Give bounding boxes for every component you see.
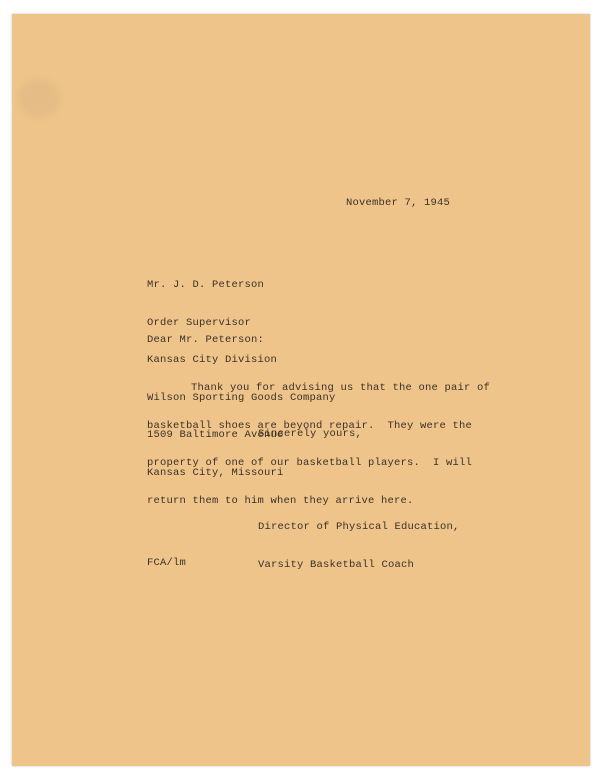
body-line: property of one of our basketball players. I will — [147, 457, 473, 469]
address-line: Wilson Sporting Goods Company — [147, 391, 336, 404]
address-line: Kansas City Division — [147, 354, 278, 366]
letter-page — [12, 14, 590, 766]
paper-stain — [18, 79, 60, 117]
address-line: Mr. J. D. Peterson — [147, 279, 265, 291]
signature-line: Varsity Basketball Coach — [258, 558, 415, 571]
closing: Sincerely yours, — [258, 428, 363, 440]
address-line: 1509 Baltimore Avenue — [147, 429, 284, 441]
body-line: basketball shoes are beyond repair. They were the — [147, 419, 473, 432]
signature-line: Director of Physical Education, — [258, 521, 460, 533]
signature-block — [258, 496, 460, 596]
body-line: return them to him when they arrive here. — [147, 494, 414, 507]
address-line: Order Supervisor — [147, 316, 252, 329]
salutation: Dear Mr. Peterson: — [147, 334, 265, 346]
address-line: Kansas City, Missouri — [147, 466, 284, 479]
typist-initials: FCA/lm — [147, 557, 187, 569]
body-line: Thank you for advising us that the one pair of — [191, 382, 491, 394]
letter-date: November 7, 1945 — [346, 197, 451, 209]
